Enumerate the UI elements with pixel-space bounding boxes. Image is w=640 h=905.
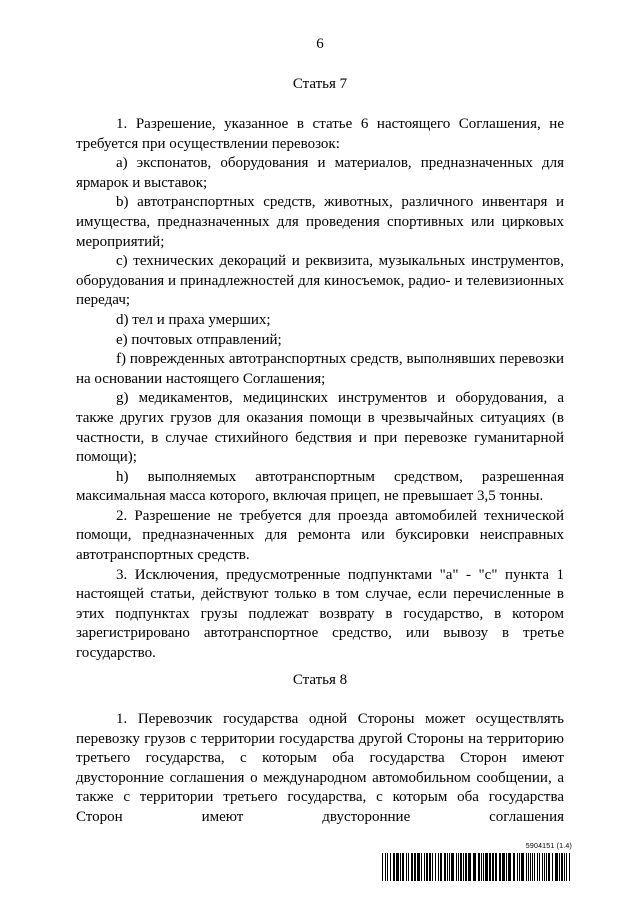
barcode-icon (382, 853, 572, 881)
article-7-item-c: c) технических декораций и реквизита, музыкальных инструментов, оборудования и принадлежностей для киносъемок, радио- и телевизионных передач; (76, 253, 564, 309)
article-8-paragraph: 1. Перевозчик государства одной Стороны может осуществлять перевозку грузов с территории государства другой Стороны на территорию третьего государства, с которым оба государства Сторон имеют двусторонние соглашения о международном автомобильном сообщении, а также с территории третьего государства, с которым оба государства Сторон имеют двусторонние соглашения (76, 711, 564, 825)
article-7-paragraph: 1. Разрешение, указанное в статье 6 настоящего Соглашения, не требуется при осуществлении перевозок: (76, 116, 564, 152)
article-8-title: Статья 8 (292, 672, 348, 688)
article-7-title: Статья 7 (292, 76, 348, 92)
article-7-paragraph: 2. Разрешение не требуется для проезда автомобилей технической помощи, предназначенных для ремонта или буксировки неисправных автотранспортных средств. (76, 507, 564, 564)
article-7-item-g: g) медикаментов, медицинских инструментов и оборудования, а также других грузов для оказания помощи в чрезвычайных ситуациях (в частности, в случае стихийного бедствия и при перевозке гуманитарной помощи); (76, 390, 564, 466)
article-7-item-h: h) выполняемых автотранспортным средством, разрешенная максимальная масса которого, включая прицеп, не превышает 3,5 тонны. (76, 468, 564, 505)
page-number: 6 (316, 36, 324, 52)
barcode-code: 5904151 (1.4) (525, 843, 572, 850)
article-7-item-d: d) тел и праха умерших; (116, 311, 271, 328)
article-7-item-e: e) почтовых отправлений; (116, 331, 282, 348)
article-7-item-b: b) автотранспортных средств, животных, различного инвентаря и имущества, предназначенных для проведения спортивных или цирковых мероприятий; (76, 194, 564, 250)
article-7-paragraph: 3. Исключения, предусмотренные подпунктами "а" - "с" пункта 1 настоящей статьи, действуют только в том случае, если перечисленные в этих подпунктах грузы подлежат возврату в государство, в котором зарегистрировано автотранспортное средство, или вывозу в третье государство. (76, 566, 564, 662)
article-7-item-f: f) поврежденных автотранспортных средств, выполнявших перевозки на основании настоящего Соглашения; (76, 351, 564, 387)
document-barcode (382, 843, 572, 881)
article-7-body (76, 115, 564, 664)
article-8-body (76, 710, 564, 828)
article-7-item-a: a) экспонатов, оборудования и материалов, предназначенных для ярмарок и выставок; (76, 155, 564, 191)
